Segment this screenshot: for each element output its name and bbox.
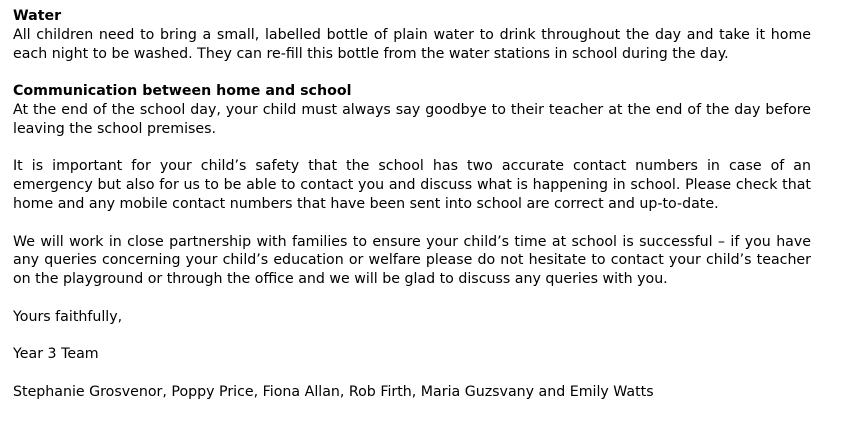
spacer [13, 214, 811, 233]
spacer [13, 364, 811, 383]
staff-names: Stephanie Grosvenor, Poppy Price, Fiona Allan, Rob Firth, Maria Guzsvany and Emily Watts [13, 383, 654, 400]
spacer [13, 289, 811, 308]
goodbye-paragraph: At the end of the school day, your child must always say goodbye to their teacher at the end of the day before leaving the school premises. [13, 101, 811, 137]
communication-heading: Communication between home and school [13, 83, 352, 100]
closing-line: Yours faithfully, [13, 308, 123, 325]
water-heading: Water [13, 8, 62, 24]
partnership-paragraph: We will work in close partnership with families to ensure your child’s time at school is successful – if you have any queries concerning your child’s education or welfare please do not hesitate to contact your child’s teacher on the playground or through the office and we will be glad to discuss any queries with you. [13, 233, 811, 288]
contact-numbers-paragraph: It is important for your child’s safety that the school has two accurate contact numbers in case of an emergency but also for us to be able to contact you and discuss what is happening in school. Please check that home and any mobile contact numbers that have been sent into school are correct and up-to-date. [13, 158, 811, 212]
letter-body [13, 7, 811, 402]
spacer [13, 327, 811, 346]
spacer [13, 139, 811, 158]
signoff-line: Year 3 Team [13, 346, 99, 363]
water-paragraph: All children need to bring a small, labelled bottle of plain water to drink throughout the day and take it home each night to be washed. They can re-fill this bottle from the water stations in school during the day. [13, 26, 811, 62]
spacer [13, 63, 811, 82]
